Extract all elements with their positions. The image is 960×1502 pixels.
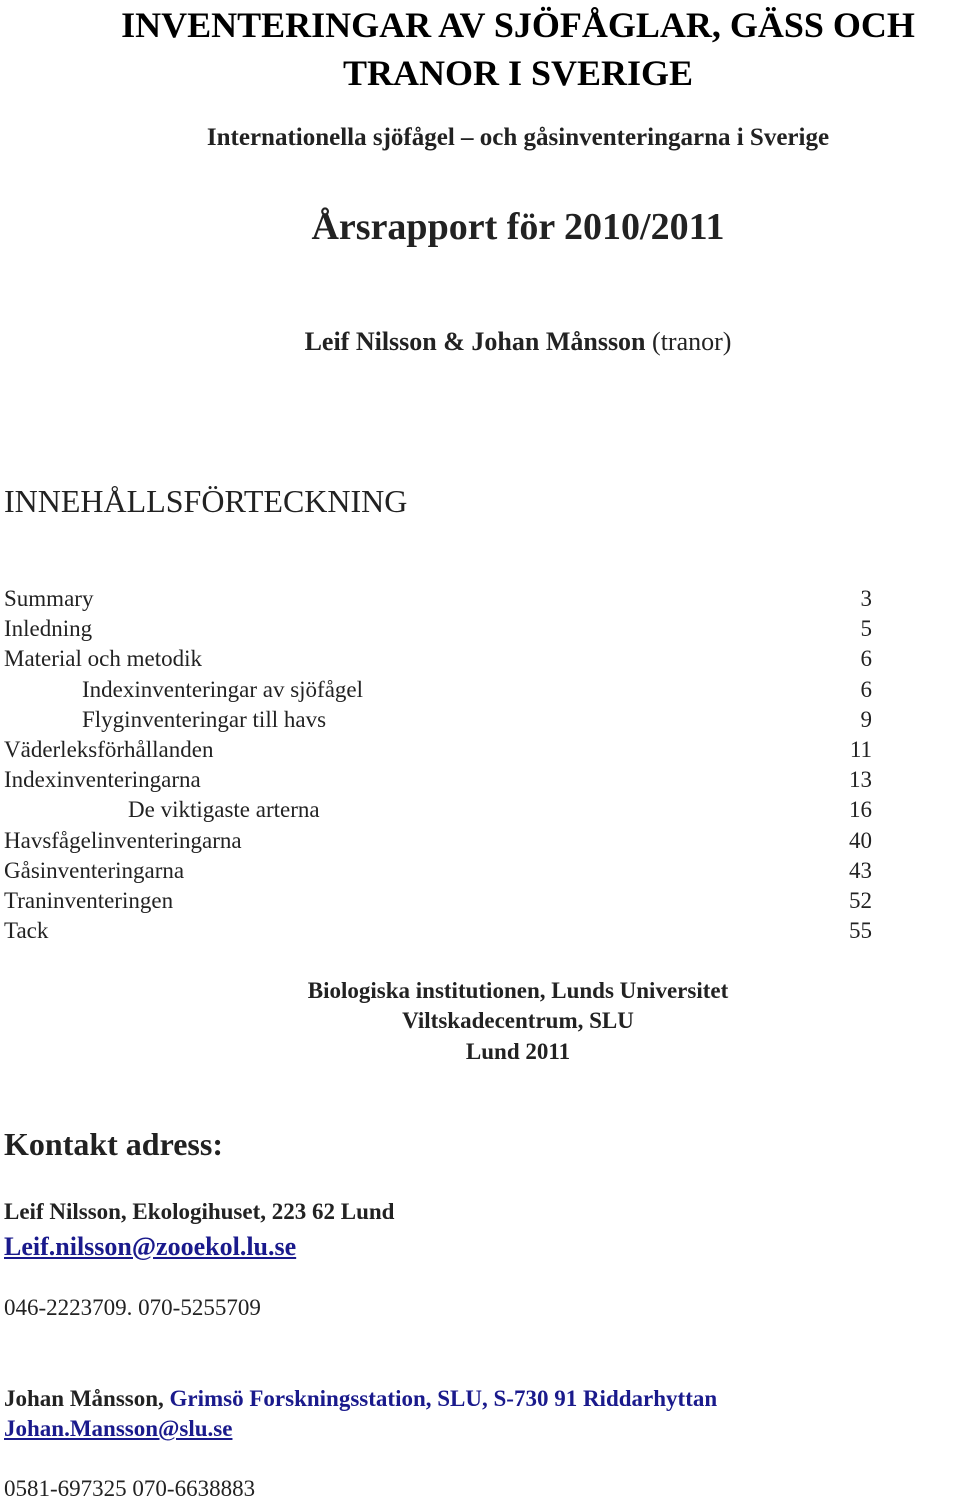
person2-email-row	[4, 1416, 232, 1442]
title-line-1: INVENTERINGAR AV SJÖFÅGLAR, GÄSS OCH	[121, 5, 915, 45]
toc-entry-label: Traninventeringen	[4, 888, 174, 913]
person1-email-row	[4, 1232, 296, 1262]
toc-entry-page: 3	[860, 586, 872, 611]
toc-entry-label: Inledning	[4, 616, 93, 642]
toc-entry-label: Indexinventeringar av sjöfågel	[82, 676, 363, 702]
toc-entry-label: De viktigaste arterna	[128, 797, 320, 823]
institution-line-1: Biologiska institutionen, Lunds Universitet	[307, 978, 729, 1003]
person2-address-row	[4, 1386, 717, 1412]
toc-entry-label: Material och metodik	[4, 646, 202, 672]
toc-entry-page: 43	[849, 857, 872, 883]
person1-address: Leif Nilsson, Ekologihuset, 223 62 Lund	[4, 1199, 395, 1224]
title-line-2: TRANOR I SVERIGE	[342, 53, 694, 93]
author-names: Leif Nilsson & Johan Månsson	[304, 327, 646, 356]
toc-row	[0, 888, 960, 918]
toc-entry-page: 52	[849, 888, 872, 913]
toc-row	[0, 586, 960, 616]
toc-row	[0, 828, 960, 858]
authors	[38, 327, 960, 357]
toc-entry-page: 5	[860, 616, 872, 642]
toc-entry-label: Indexinventeringarna	[4, 767, 201, 793]
toc-heading: INNEHÅLLSFÖRTECKNING	[4, 483, 408, 519]
person1-phone: 046-2223709. 070-5255709	[4, 1295, 261, 1320]
person2-phone: 0581-697325 070-6638883	[4, 1476, 256, 1501]
toc-entry-label: Tack	[4, 918, 49, 944]
toc-entry-label: Gåsinventeringarna	[4, 857, 185, 883]
contact-heading: Kontakt adress:	[4, 1126, 223, 1162]
toc-row	[0, 797, 960, 827]
toc-entry-page: 40	[849, 827, 872, 853]
toc-row	[0, 646, 960, 676]
toc-row	[0, 918, 960, 948]
toc-entry-page: 55	[849, 918, 872, 944]
toc-entry-page: 9	[860, 706, 872, 732]
toc-row	[0, 858, 960, 888]
report-year-title: Årsrapport för 2010/2011	[311, 206, 725, 248]
person2-email-link[interactable]: Johan.Mansson@slu.se	[4, 1416, 233, 1441]
subtitle: Internationella sjöfågel – och gåsinventeringarna i Sverige	[206, 124, 830, 151]
author-note: (tranor)	[652, 327, 732, 356]
institution-line-2: Viltskadecentrum, SLU	[402, 1008, 634, 1033]
toc-row	[0, 616, 960, 646]
toc-entry-page: 16	[849, 797, 872, 823]
toc-row	[0, 767, 960, 797]
toc-row	[0, 737, 960, 767]
toc-entry-page: 6	[860, 676, 872, 702]
person1-email-link[interactable]: Leif.nilsson@zooekol.lu.se	[4, 1232, 297, 1261]
toc-row	[0, 707, 960, 737]
toc-entry-label: Flyginventeringar till havs	[82, 706, 327, 732]
toc-entry-page: 6	[860, 646, 872, 672]
institution-line-3: Lund 2011	[465, 1039, 571, 1064]
toc-entry-page: 11	[849, 737, 872, 762]
toc-entry-label: Havsfågelinventeringarna	[4, 827, 242, 853]
toc-row	[0, 677, 960, 707]
person2-address: Grimsö Forskningsstation, SLU, S-730 91 Riddarhyttan	[169, 1386, 718, 1411]
person2-name: Johan Månsson,	[4, 1386, 164, 1411]
toc-entry-label: Väderleksförhållanden	[4, 737, 214, 762]
toc-entry-label: Summary	[4, 586, 94, 611]
toc-entry-page: 13	[849, 767, 872, 793]
